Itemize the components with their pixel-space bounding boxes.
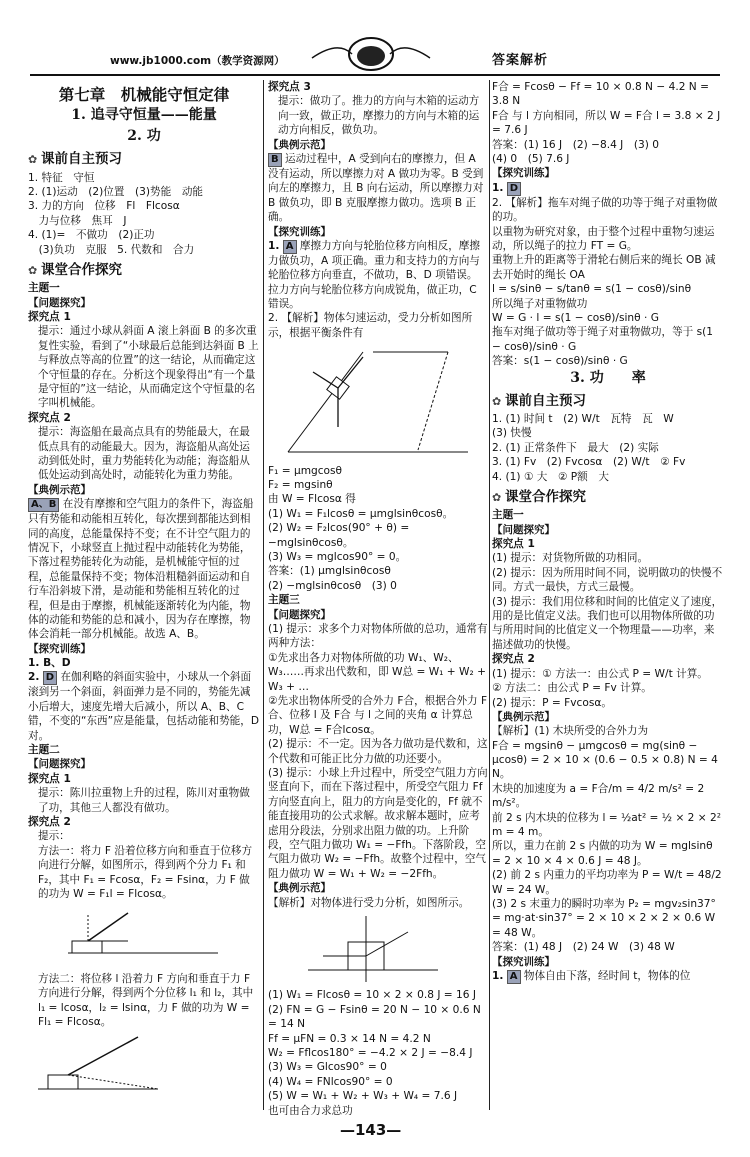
answer-tag: B [268, 153, 282, 167]
solution-text: 所以绳子对重物做功 [492, 297, 588, 310]
formula-line: 前 2 s 内木块的位移为 l = ½at² = ½ × 2 × 2² m = 4 m。 [492, 811, 722, 839]
method-text: 方法二：将位移 l 沿着力 F 方向和垂直于力 F 方向进行分解，得到两个分位移 l₁ 和 l₂，其中 l₁ = lcosα，l₂ = lsinα，力 F 做的功为 W = Fl₁ = Flcosα。 [38, 972, 254, 1029]
hint-text: (3) 提示：小球上升过程中，所受空气阻力方向竖直向下，而在下落过程中，所受空气阻力 Ff 方向竖直向上，阻力的方向是变化的，Ff 就不能直接用功的公式求解。故求解本题时，应考虑用分段法，分别求出阻力做的功。上升阶段，空气阻力做功 W₁ = −Ffh。下落阶段，空气阻力做功 W₂ = −Ffh。故整个过程中，空气阻力做功 W = W₁ + W₂ = −2Ffh。 [268, 767, 488, 880]
answer-line: 3. 力的方向 位移 Fl Flcosα [28, 200, 180, 213]
formula-line: (3) 2 s 末重力的瞬时功率为 P₂ = mgv₂sin37° = mg·at·sin37° = 2 × 10 × 2 × 2 × 0.6 W = 48 W。 [492, 898, 716, 939]
formula-line: 木块的加速度为 a = F合/m = 4/2 m/s² = 2 m/s²。 [492, 782, 705, 810]
example-text: 在没有摩擦和空气阻力的条件下，海盗船只有势能和动能相互转化，每次摆到都能达到相同的高度，总能量保持不变；在不计空气阻力的情况下，小球竖直上抛过程中动能转化为势能，下落过程势能转化为动能，是机械能守恒的过程，总能量保持不变；物体沿粗糙斜面运动和自行车沿斜坡下滑，是动能和势能相互转化的过程，但是由于摩擦，机械能逐渐转化为内能，物体的动能和势能的总和减小，因为存在摩擦，物体会消耗一部分机械能。故选 A、B。 [28, 498, 254, 641]
block-label: 【典例示范】 [492, 710, 555, 723]
formula-line: 答案：(1) 48 J (2) 24 W (3) 48 W [492, 941, 675, 954]
preview-heading: ✿ 课前自主预习 [492, 392, 724, 410]
formula-line: 所以，重力在前 2 s 内做的功为 W = mglsinθ = 2 × 10 × 4 × 0.6 J = 48 J。 [492, 840, 713, 867]
block-label: 【问题探究】 [492, 523, 555, 536]
solution-text: 重物上升的距离等于滑轮右侧后来的绳长 OB 减去开始时的绳长 OA [492, 254, 716, 281]
hint-text: (3) 提示：我们用位移和时间的比值定义了速度，用的是比值定义法。我们也可以用物体所做的功与所用时间的比值定义一个物理量——功率，来描述做功的快慢。 [492, 595, 723, 651]
formula-line: F₂ = mgsinθ [268, 479, 333, 492]
answer-line: 1. (1) 时间 t (2) W/t 瓦特 瓦 W [492, 412, 674, 425]
example-text: 【解析】对物体进行受力分析，如图所示。 [268, 896, 470, 909]
topic-label: 主题一 [28, 282, 60, 295]
train-text: 在伽利略的斜面实验中，小球从一个斜面滚到另一个斜面，斜面弹力是不同的，势能先减小后增大，速度先增大后减小，所以 A、B、C 错，不变的“东西”应是能量，包括动能和势能，D 对。 [28, 671, 260, 742]
block-label: 【问题探究】 [268, 608, 331, 621]
formula-line: (5) W = W₁ + W₂ + W₃ + W₄ = 7.6 J [268, 1090, 458, 1103]
formula-line: Ff = μFN = 0.3 × 14 N = 4.2 N [268, 1032, 431, 1045]
site-url: www.jb1000.com（教学资源网） [110, 55, 285, 67]
section-title: 2. 功 [127, 128, 161, 145]
answer-line: 1. B、D [28, 657, 71, 670]
topic-label: 主题一 [492, 509, 524, 522]
answer-line: 4. (1)= 不做功 (2)正功 [28, 229, 155, 242]
train-text: 物体自由下落，经时间 t，物体的位 [523, 969, 691, 982]
answer-line: 2. (1) 正常条件下 最大 (2) 实际 [492, 441, 659, 454]
formula-line: (2) W₂ = F₂lcos(90° + θ) = −mglsinθcosθ。 [268, 522, 410, 549]
hint-text: (1) 提示：① 方法一：由公式 P = W/t 计算。 [492, 667, 708, 680]
answer-tag: D [43, 671, 57, 685]
block-label: 【问题探究】 [28, 296, 91, 309]
block-force-diagram [268, 912, 468, 982]
formula-line: (3) W₃ = Glcos90° = 0 [268, 1061, 387, 1074]
train-text: 2. 【解析】物体匀速运动，受力分析如图所示，根据平衡条件有 [268, 312, 473, 339]
point-label: 探究点 1 [492, 538, 535, 551]
answer-title: 答案解析 [492, 53, 549, 68]
point-label: 探究点 1 [28, 772, 71, 785]
hint-text: 提示：陈川拉重物上升的过程，陈川对重物做了功，其他三人都没有做功。 [38, 787, 250, 814]
method-text: 方法一：将力 F 沿着位移方向和垂直于位移方向进行分解，如图所示，得到两个分力 F₁ 和 F₂，其中 F₁ = Fcosα，F₂ = Fsinα，力 F 做的功为 W = F₁l = Flcosα。 [38, 844, 253, 900]
formula-line: l = s/sinθ − s/tanθ = s(1 − cosθ)/sinθ [492, 283, 692, 296]
chapter-title: 第七章 机械能守恒定律 [58, 85, 230, 104]
hint-text: 提示：做功了。推力的方向与木箱的运动方向一致，做正功，摩擦力的方向与木箱的运动方向相反，做负功。 [278, 95, 480, 137]
answer-tag: D [507, 182, 521, 196]
answer-tag: A、B [28, 498, 59, 512]
section-title: 3. 功 率 [570, 369, 646, 386]
coop-heading: ✿ 课堂合作探究 [492, 488, 724, 506]
block-label: 【探究训练】 [268, 225, 331, 238]
column-left: 第七章 机械能守恒定律 1. 追寻守恒量——能量 2. 功 ✿ 课前自主预习 1. 特征 守恒 2. (1)运动 (2)位置 (3)势能 动能 3. 力的方向 位移 Fl Flcosα 力与位移 焦耳 J 4. (1)= 不做功 (2)正功 (3)负功 克服 5. 代数和 合力 ✿ 课堂合作探究 主题一 【问题探究】 探究点 1 提示：通过小球从斜面 A 滚上斜面 B 的多次重复性实验，看到了“小球最后总能到达斜面 B 上与释放点等高的位置”的这一结论，从而确定这个守恒量的存在。分析这个现象得出“有一个量是守恒的”这一结论，从而确定这个守恒量的名字叫机械能。 探究点 2 提示：海盗船在最高点具有的势能最大，在最低点具有的动能最大。因为，海盗船从高处运动到低处时，重力势能转化为动能；海盗船从低处运动到高处时，动能转化为重力势能。 【典例示范】 A、B 在没有摩擦和空气阻力的条件下，海盗船只有势能和动能相互转化，每次摆到都能达到相同的高度，总能量保持不变；在不计空气阻力的情况下，小球竖直上抛过程中动能转化为势能，下落过程势能转化为动能，是机械能守恒的过程，总能量保持不变；物体沿粗糙斜面运动和自行车沿斜坡下滑，是动能和势能相互转化的过程，但是由于摩擦，机械能逐渐转化为内能，物体的动能和势能的总和减小，因为存在摩擦，物体会消耗一部分机械能。故选 A、B。 【探究训练】 1. B、D 2. D 在伽利略的斜面实验中，小球从一个斜面滚到另一个斜面，斜面弹力是不同的，势能先减小后增大，速度先增大后减小，所以 A、B、C 错，不变的“东西”应是能量，包括动能和势能，D 对。 主题二 【问题探究】 探究点 1 提示：陈川拉重物上升的过程，陈川对重物做了功，其他三人都没有做功。 探究点 2 提示： 方法一：将力 F 沿着位移方向和垂直于位移方向进行分解，如图所示，得到两个分力 F₁ 和 F₂，其中 F₁ = Fcosα，F₂ = Fsinα，力 F 做的功为 W = F₁l = Flcosα。 方法二：将位移 l 沿着力 F 方向和垂直于力 F 方向进行分解，得到两个分位移 l₁ 和 l₂，其中 l₁ = lcosα，l₂ = lsinα，力 F 做的功为 W = Fl₁ = Flcosα。 [28, 80, 260, 1115]
topic-label: 主题三 [268, 594, 300, 607]
formula-line: F合 = mgsinθ − μmgcosθ = mg(sinθ − μcosθ) = 2 × 10 × (0.6 − 0.5 × 0.8) N = 4 N。 [492, 739, 718, 781]
formula-line: F合 与 l 方向相同，所以 W = F合 l = 3.8 × 2 J = 7.6 J [492, 109, 721, 137]
formula-line: 答案：(1) μmglsinθcosθ [268, 565, 391, 578]
formula-line: (4) W₄ = FNlcos90° = 0 [268, 1075, 393, 1088]
hint-text: 提示： [38, 830, 70, 843]
hint-text: 提示：海盗船在最高点具有的势能最大，在最低点具有的动能最大。因为，海盗船从高处运动到低处时，重力势能转化为动能；海盗船从低处运动到高处时，动能转化为重力势能。 [38, 426, 250, 482]
solution-text: 以重物为研究对象，由于整个过程中重物匀速运动，所以绳子的拉力 FT = G。 [492, 225, 715, 252]
column-divider [489, 80, 490, 1110]
force-decomposition-diagram [28, 903, 228, 965]
formula-line: 也可由合力求总功 [268, 1104, 353, 1115]
train-text: 摩擦力方向与轮胎位移方向相反，摩擦力做负功，A 项正确。重力和支持力的方向与轮胎位移方向垂直，不做功，B、D 项错误。拉力方向与轮胎位移方向成锐角，做正功，C 错误。 [268, 239, 480, 310]
formula-line: W = G · l = s(1 − cosθ)/sinθ · G [492, 311, 659, 324]
point-label: 探究点 1 [28, 310, 71, 323]
train-text: 2. 【解析】拖车对绳子做的功等于绳子对重物做的功。 [492, 196, 718, 224]
answer-line: (3) 快慢 [492, 427, 532, 440]
answer-line: 4. (1) ① 大 ② P额 大 [492, 470, 609, 483]
formula-line: 答案：(1) 16 J (2) −8.4 J (3) 0 [492, 138, 660, 151]
formula-line: (1) W₁ = F₁lcosθ = μmglsinθcosθ。 [268, 507, 454, 520]
answer-line: 1. 特征 守恒 [28, 171, 95, 184]
incline-force-diagram [268, 342, 478, 457]
hint-text: (2) 提示：因为所用时间不同，说明做功的快慢不同。方式一最快，方式三最慢。 [492, 566, 723, 594]
column-middle: 探究点 3 提示：做功了。推力的方向与木箱的运动方向一致，做正功，摩擦力的方向与木箱的运动方向相反，做负功。 【典例示范】 B 运动过程中，A 受到向右的摩擦力，但 A 没有运动，所以摩擦力对 A 做功为零。B 受到向左的摩擦力，且 B 向右运动，所以摩擦力对 B 做负功，即 B 克服摩擦力做功。选项 B 正确。 【探究训练】 1. A 摩擦力方向与轮胎位移方向相反，摩擦力做负功，A 项正确。重力和支持力的方向与轮胎位移方向垂直，不做功，B、D 项错误。拉力方向与轮胎位移方向成锐角，做正功，C 错误。 2. 【解析】物体匀速运动，受力分析如图所示，根据平衡条件有 F₁ = μmgcosθ F₂ = mgsinθ 由 W = Flcosα 得 (1) W₁ = F₁lcosθ = μmglsinθcosθ。 (2) W₂ = F₂lcos(90° + θ) = −mglsinθcosθ。 (3) W₃ = mglcos90° = 0。 答案：(1) μmglsinθcosθ (2) −mglsinθcosθ (3) 0 主题三 【问题探究】 (1) 提示：求多个力对物体所做的总功，通常有两种方法： ①先求出各力对物体所做的功 W₁、W₂、W₃……再求出代数和，即 W总 = W₁ + W₂ + W₃ + … ②先求出物体所受的合外力 F合，根据合外力 F合、位移 l 及 F合 与 l 之间的夹角 α 计算总功，W总 = F合lcosα。 (2) 提示：不一定。因为各力做功是代数和，这个代数和可能正比分力做的功还要小。 (3) 提示：小球上升过程中，所受空气阻力方向竖直向下，而在下落过程中，所受空气阻力 Ff 方向竖直向上，阻力的方向是变化的，Ff 就不能直接用功的公式求解。故求解本题时，应考虑用分段法，分别求出阻力做的功。上升阶段，空气阻力做功 W₁ = −Ffh。下落阶段，空气阻力做功 W₂ = −Ffh。故整个过程中，空气阻力做功 W = W₁ + W₂ = −2Ffh。 【典例示范】 【解析】对物体进行受力分析，如图所示。 (1) W₁ = Flcosθ = 10 × 2 × 0.8 J = 16 J (2) FN = G − Fsinθ = 20 N − 10 × 0.6 N = 14 N Ff = μFN = 0.3 × 14 N = 4.2 N W₂ = Fflcos180° = −4.2 × 2 J = −8.4 J (3) W₃ = Glcos90° = 0 (4) W₄ = FNlcos90° = 0 (5) W = W₁ + W₂ + W₃ + W₄ = 7.6 J 也可由合力求总功 [268, 80, 488, 1115]
answer-tag: A [283, 240, 297, 254]
column-divider [263, 80, 264, 1110]
answer-line: 2. (1)运动 (2)位置 (3)势能 动能 [28, 185, 204, 198]
block-label: 【探究训练】 [492, 167, 555, 180]
formula-line: 由 W = Flcosα 得 [268, 493, 356, 506]
hint-text: (2) 提示：不一定。因为各力做功是代数和，这个代数和可能正比分力做的功还要小。 [268, 738, 488, 765]
block-label: 【典例示范】 [268, 882, 331, 895]
block-label: 【典例示范】 [268, 138, 331, 151]
formula-line: (3) W₃ = mglcos90° = 0。 [268, 551, 407, 564]
formula-line: F₁ = μmgcosθ [268, 464, 343, 477]
answer-tag: A [507, 970, 521, 984]
block-label: 【典例示范】 [28, 483, 91, 496]
hint-text: ② 方法二：由公式 P = Fv 计算。 [492, 682, 652, 695]
block-label: 【探究训练】 [492, 955, 555, 968]
point-label: 探究点 2 [492, 653, 535, 666]
hint-text: ①先求出各力对物体所做的功 W₁、W₂、W₃……再求出代数和，即 W总 = W₁ + W₂ + W₃ + … [268, 651, 487, 693]
page-number: —143— [340, 1121, 402, 1139]
example-text: 运动过程中，A 受到向右的摩擦力，但 A 没有运动，所以摩擦力对 A 做功为零。B 受到向左的摩擦力，且 B 向右运动，所以摩擦力对 B 做负功，即 B 克服摩擦力做功。选项 B 正确。 [268, 152, 484, 224]
hint-text: (2) 提示：P = Fvcosα。 [492, 696, 612, 709]
topic-label: 主题二 [28, 744, 60, 757]
point-label: 探究点 2 [28, 815, 71, 828]
block-label: 【问题探究】 [28, 758, 91, 771]
coop-heading: ✿ 课堂合作探究 [28, 261, 260, 279]
formula-line: (2) −mglsinθcosθ (3) 0 [268, 579, 397, 592]
formula-line: 答案：s(1 − cosθ)/sinθ · G [492, 355, 628, 368]
formula-line: (2) 前 2 s 内重力的平均功率为 P = W/t = 48/2 W = 24 W。 [492, 869, 722, 896]
answer-line: (3)负功 克服 5. 代数和 合力 [28, 243, 195, 256]
formula-line: F合 = Fcosθ − Ff = 10 × 0.8 N − 4.2 N = 3.8 N [492, 81, 709, 108]
hint-text: 提示：通过小球从斜面 A 滚上斜面 B 的多次重复性实验，看到了“小球最后总能到达斜面 B 上与释放点等高的位置”的这一结论，从而确定这个守恒量的存在。分析这个现象得出“有一个量是守恒的”这一结论，从而确定这个守恒量的名字叫机械能。 [38, 325, 259, 410]
answer-line: 3. (1) Fv (2) Fvcosα (2) W/t ② Fv [492, 456, 686, 469]
point-label: 探究点 2 [28, 411, 71, 424]
formula-line: (2) FN = G − Fsinθ = 20 N − 10 × 0.6 N = 14 N [268, 1003, 481, 1031]
hint-text: ②先求出物体所受的合外力 F合，根据合外力 F合、位移 l 及 F合 与 l 之间的夹角 α 计算总功，W总 = F合lcosα。 [268, 694, 488, 736]
formula-line: W₂ = Fflcos180° = −4.2 × 2 J = −8.4 J [268, 1046, 473, 1059]
point-label: 探究点 3 [268, 81, 311, 93]
preview-heading: ✿ 课前自主预习 [28, 150, 260, 168]
solution-text: 拖车对绳子做功等于绳子对重物做功，等于 s(1 − cosθ)/sinθ · G [492, 326, 714, 353]
publisher-logo [308, 36, 434, 72]
section-title: 1. 追寻守恒量——能量 [71, 107, 217, 124]
block-label: 【探究训练】 [28, 642, 91, 655]
formula-line: (1) W₁ = Flcosθ = 10 × 2 × 0.8 J = 16 J [268, 989, 477, 1002]
formula-line: (4) 0 (5) 7.6 J [492, 153, 570, 166]
hint-text: (1) 提示：对货物所做的功相同。 [492, 552, 649, 565]
solution-text: 【解析】(1) 木块所受的合外力为 [492, 725, 649, 738]
displacement-decomposition-diagram [28, 1031, 228, 1101]
column-right: F合 = Fcosθ − Ff = 10 × 0.8 N − 4.2 N = 3.8 N F合 与 l 方向相同，所以 W = F合 l = 3.8 × 2 J = 7.6 J 答案：(1) 16 J (2) −8.4 J (3) 0 (4) 0 (5) 7.6 J 【探究训练】 1. D 2. 【解析】拖车对绳子做的功等于绳子对重物做的功。 以重物为研究对象，由于整个过程中重物匀速运动，所以绳子的拉力 FT = G。 重物上升的距离等于滑轮右侧后来的绳长 OB 减去开始时的绳长 OA l = s/sinθ − s/tanθ = s(1 − cosθ)/sinθ 所以绳子对重物做功 W = G · l = s(1 − cosθ)/sinθ · G 拖车对绳子做功等于绳子对重物做功，等于 s(1 − cosθ)/sinθ · G 答案：s(1 − cosθ)/sinθ · G 3. 功 率 ✿ 课前自主预习 1. (1) 时间 t (2) W/t 瓦特 瓦 W (3) 快慢 2. (1) 正常条件下 最大 (2) 实际 3. (1) Fv (2) Fvcosα (2) W/t ② Fv 4. (1) ① 大 ② P额 大 ✿ 课堂合作探究 主题一 【问题探究】 探究点 1 (1) 提示：对货物所做的功相同。 (2) 提示：因为所用时间不同，说明做功的快慢不同。方式一最快，方式三最慢。 (3) 提示：我们用位移和时间的比值定义了速度，用的是比值定义法。我们也可以用物体所做的功与所用时间的比值定义一个物理量——功率，来描述做功的快慢。 探究点 2 (1) 提示：① 方法一：由公式 P = W/t 计算。 ② 方法二：由公式 P = Fv 计算。 (2) 提示：P = Fvcosα。 【典例示范】 【解析】(1) 木块所受的合外力为 F合 = mgsinθ − μmgcosθ = mg(sinθ − μcosθ) = 2 × 10 × (0.6 − 0.5 × 0.8) N = 4 N。 木块的加速度为 a = F合/m = 4/2 m/s² = 2 m/s²。 前 2 s 内木块的位移为 l = ½at² = ½ × 2 × 2² m = 4 m。 所以，重力在前 2 s 内做的功为 W = mglsinθ = 2 × 10 × 4 × 0.6 J = 48 J。 (2) 前 2 s 内重力的平均功率为 P = W/t = 48/2 W = 24 W。 (3) 2 s 末重力的瞬时功率为 P₂ = mgv₂sin37° = mg·at·sin37° = 2 × 10 × 2 × 2 × 0.6 W = 48 W。 答案：(1) 48 J (2) 24 W (3) 48 W 【探究训练】 1. A 物体自由下落，经时间 t，物体的位 [492, 80, 724, 1115]
answer-line: 力与位移 焦耳 J [28, 214, 127, 227]
hint-text: (1) 提示：求多个力对物体所做的总功，通常有两种方法： [268, 622, 488, 650]
